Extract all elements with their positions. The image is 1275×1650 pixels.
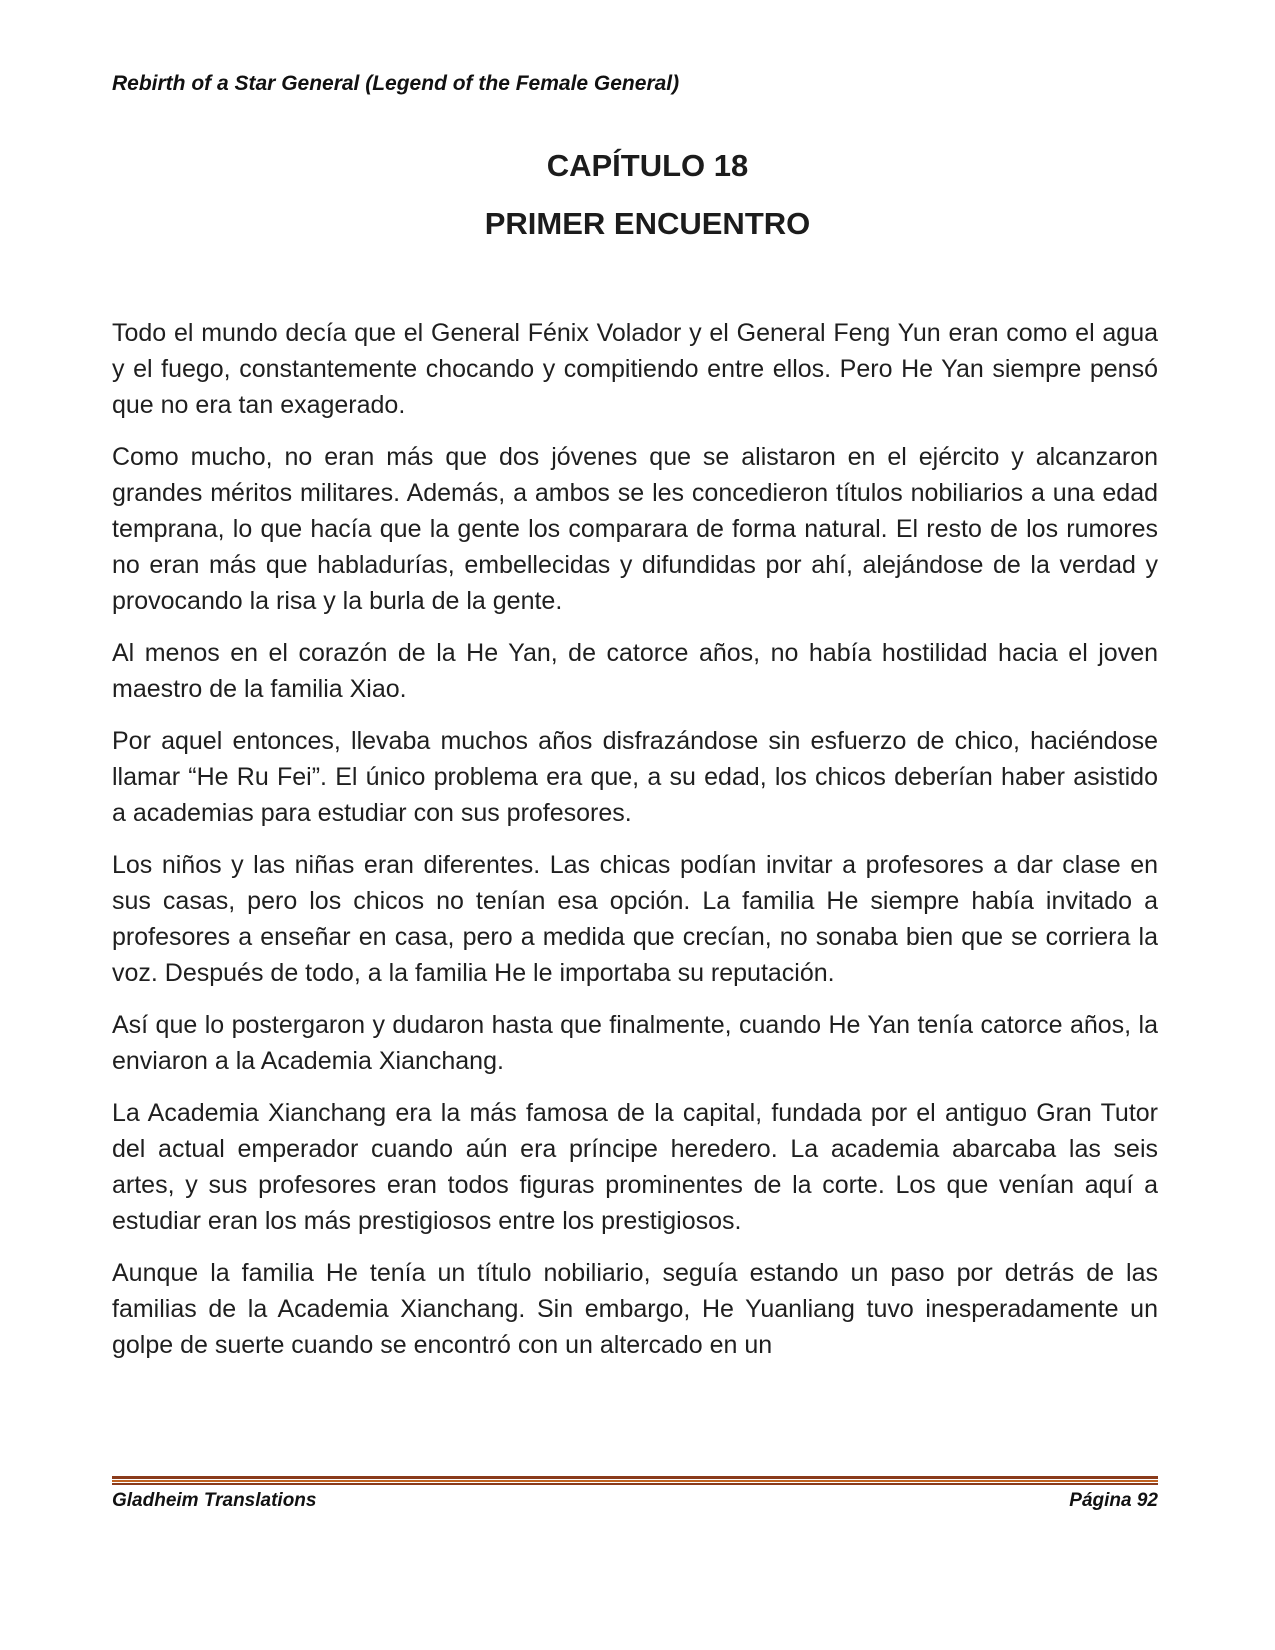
footer-divider-line [112, 1480, 1158, 1482]
paragraph: Por aquel entonces, llevaba muchos años disfrazándose sin esfuerzo de chico, haciéndose llamar “He Ru Fei”. El único problema era que, a su edad, los chicos deberían haber asistido a academias para estudiar con sus profesores. [112, 727, 1158, 827]
paragraph: Los niños y las niñas eran diferentes. Las chicas podían invitar a profesores a dar clase en sus casas, pero los chicos no tenían esa opción. La familia He siempre había invitado a profesores a enseñar en casa, pero a medida que crecían, no sonaba bien que se corriera la voz. Después de todo, a la familia He le importaba su reputación. [112, 851, 1158, 987]
footer-divider [112, 1476, 1158, 1485]
paragraph: Aunque la familia He tenía un título nobiliario, seguía estando un paso por detrás de las familias de la Academia Xianchang. Sin embargo, He Yuanliang tuvo inesperadamente un golpe de suerte cuando se encontró con un altercado en un [112, 1259, 1158, 1359]
paragraph: La Academia Xianchang era la más famosa de la capital, fundada por el antiguo Gran Tutor del actual emperador cuando aún era príncipe heredero. La academia abarcaba las seis artes, y sus profesores eran todos figuras prominentes de la corte. Los que venían aquí a estudiar eran los más prestigiosos entre los prestigiosos. [112, 1099, 1158, 1235]
chapter-title: PRIMER ENCUENTRO [484, 206, 811, 241]
running-header: Rebirth of a Star General (Legend of the Female General) [112, 72, 680, 95]
footer-divider-line [112, 1483, 1158, 1485]
paragraph: Como mucho, no eran más que dos jóvenes que se alistaron en el ejército y alcanzaron grandes méritos militares. Además, a ambos se les concedieron títulos nobiliarios a una edad temprana, lo que hacía que la gente los comparara de forma natural. El resto de los rumores no eran más que habladurías, embellecidas y difundidas por ahí, alejándose de la verdad y provocando la risa y la burla de la gente. [112, 443, 1158, 615]
paragraph: Así que lo postergaron y dudaron hasta que finalmente, cuando He Yan tenía catorce años, la enviaron a la Academia Xianchang. [112, 1011, 1158, 1075]
paragraph: Al menos en el corazón de la He Yan, de catorce años, no había hostilidad hacia el joven maestro de la familia Xiao. [112, 639, 1158, 703]
paragraph: Todo el mundo decía que el General Fénix Volador y el General Feng Yun eran como el agua y el fuego, constantemente chocando y compitiendo entre ellos. Pero He Yan siempre pensó que no era tan exagerado. [112, 319, 1158, 419]
footer-page-number: Página 92 [1069, 1490, 1158, 1511]
footer-divider-line [112, 1476, 1158, 1479]
body-text [112, 315, 1158, 1478]
footer-publisher: Gladheim Translations [112, 1490, 317, 1511]
chapter-number: CAPÍTULO 18 [546, 148, 749, 183]
